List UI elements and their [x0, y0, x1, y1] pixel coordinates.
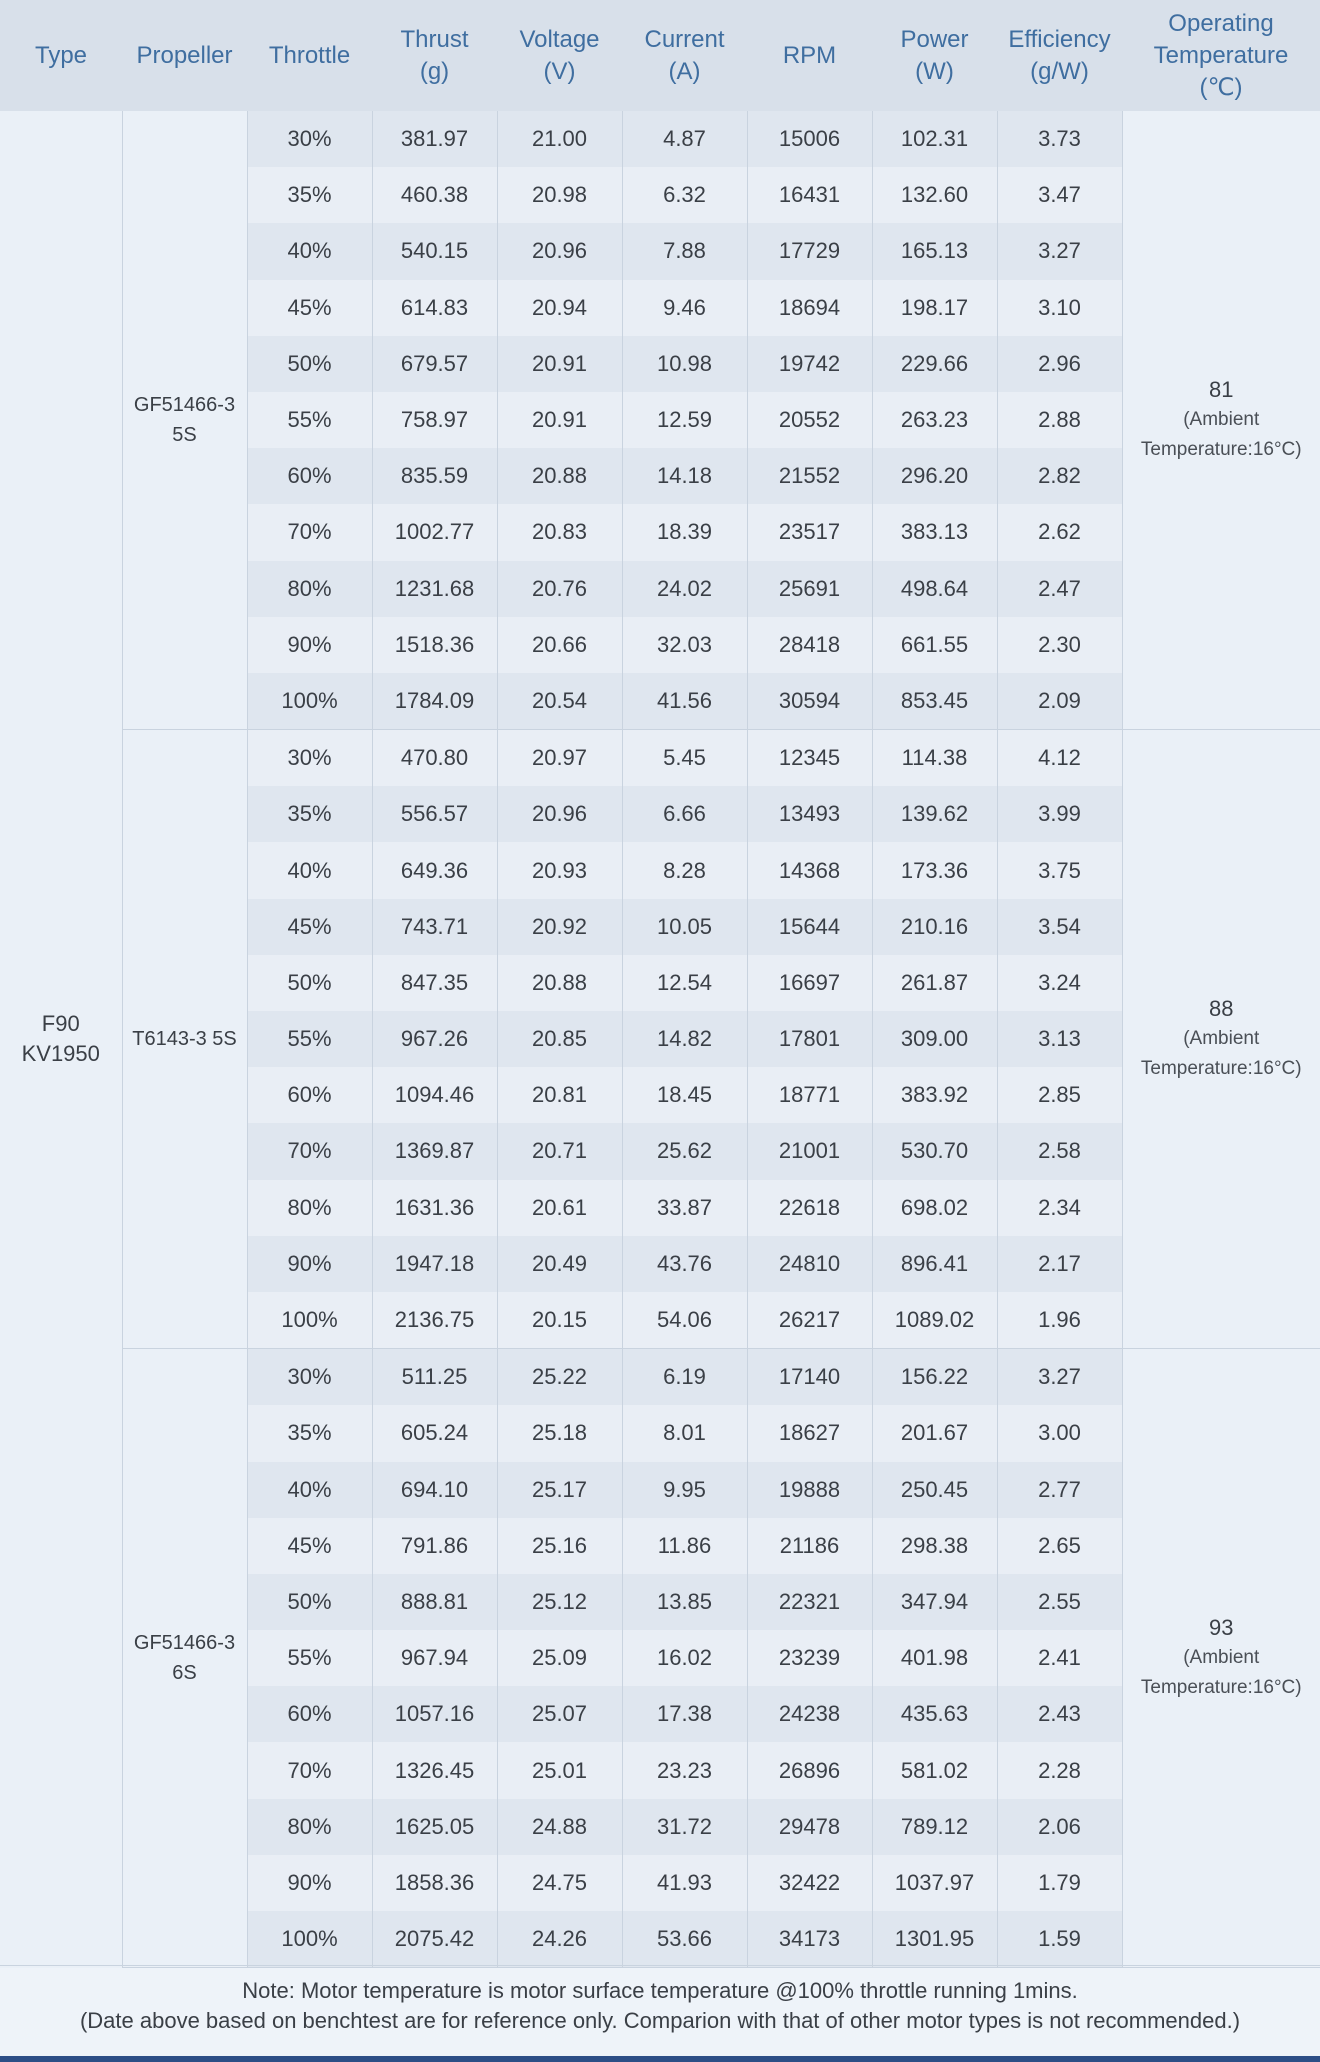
current-cell: 16.02: [622, 1630, 747, 1686]
thrust-cell: 847.35: [372, 955, 497, 1011]
power-cell: 210.16: [872, 899, 997, 955]
voltage-cell: 25.17: [497, 1462, 622, 1518]
throttle-cell: 70%: [247, 1742, 372, 1798]
current-cell: 53.66: [622, 1911, 747, 1968]
voltage-cell: 20.66: [497, 617, 622, 673]
efficiency-cell: 2.55: [997, 1574, 1122, 1630]
thrust-cell: 1231.68: [372, 561, 497, 617]
header-operating-temperature: Operating Temperature (℃): [1122, 0, 1320, 111]
current-cell: 41.93: [622, 1855, 747, 1911]
throttle-cell: 55%: [247, 392, 372, 448]
table-body: [0, 111, 1320, 1968]
current-cell: 14.18: [622, 448, 747, 504]
voltage-cell: 20.76: [497, 561, 622, 617]
throttle-cell: 40%: [247, 223, 372, 279]
rpm-cell: 24810: [747, 1236, 872, 1292]
throttle-cell: 55%: [247, 1011, 372, 1067]
voltage-cell: 24.75: [497, 1855, 622, 1911]
power-cell: 1089.02: [872, 1292, 997, 1349]
throttle-cell: 40%: [247, 842, 372, 898]
thrust-cell: 888.81: [372, 1574, 497, 1630]
throttle-cell: 50%: [247, 1574, 372, 1630]
current-cell: 31.72: [622, 1799, 747, 1855]
voltage-cell: 21.00: [497, 111, 622, 167]
thrust-cell: 1947.18: [372, 1236, 497, 1292]
efficiency-cell: 1.79: [997, 1855, 1122, 1911]
thrust-cell: 2136.75: [372, 1292, 497, 1349]
thrust-cell: 1057.16: [372, 1686, 497, 1742]
throttle-cell: 60%: [247, 448, 372, 504]
voltage-cell: 20.83: [497, 504, 622, 560]
thrust-cell: 540.15: [372, 223, 497, 279]
power-cell: 896.41: [872, 1236, 997, 1292]
efficiency-cell: 3.73: [997, 111, 1122, 167]
power-cell: 1301.95: [872, 1911, 997, 1968]
voltage-cell: 20.93: [497, 842, 622, 898]
efficiency-cell: 3.13: [997, 1011, 1122, 1067]
thrust-cell: 1631.36: [372, 1180, 497, 1236]
thrust-cell: 2075.42: [372, 1911, 497, 1968]
power-cell: 530.70: [872, 1123, 997, 1179]
power-cell: 165.13: [872, 223, 997, 279]
operating-temperature-cell: [1122, 111, 1320, 730]
thrust-cell: 614.83: [372, 280, 497, 336]
rpm-cell: 22618: [747, 1180, 872, 1236]
efficiency-cell: 3.54: [997, 899, 1122, 955]
rpm-cell: 13493: [747, 786, 872, 842]
throttle-cell: 30%: [247, 730, 372, 787]
power-cell: 698.02: [872, 1180, 997, 1236]
current-cell: 24.02: [622, 561, 747, 617]
power-cell: 250.45: [872, 1462, 997, 1518]
efficiency-cell: 2.47: [997, 561, 1122, 617]
voltage-cell: 25.22: [497, 1349, 622, 1406]
throttle-cell: 70%: [247, 1123, 372, 1179]
power-cell: 198.17: [872, 280, 997, 336]
efficiency-cell: 2.65: [997, 1518, 1122, 1574]
current-cell: 4.87: [622, 111, 747, 167]
efficiency-cell: 2.96: [997, 336, 1122, 392]
rpm-cell: 18627: [747, 1405, 872, 1461]
voltage-cell: 20.96: [497, 223, 622, 279]
throttle-cell: 35%: [247, 167, 372, 223]
voltage-cell: 20.49: [497, 1236, 622, 1292]
efficiency-cell: 3.00: [997, 1405, 1122, 1461]
current-cell: 6.66: [622, 786, 747, 842]
thrust-cell: 791.86: [372, 1518, 497, 1574]
efficiency-cell: 2.85: [997, 1067, 1122, 1123]
power-cell: 132.60: [872, 167, 997, 223]
header-type: Type: [0, 0, 122, 111]
efficiency-cell: 2.62: [997, 504, 1122, 560]
power-cell: 173.36: [872, 842, 997, 898]
current-cell: 6.32: [622, 167, 747, 223]
header-rpm: RPM: [747, 0, 872, 111]
ambient-temperature-note: (Ambient Temperature:16°C): [1140, 1647, 1302, 1699]
voltage-cell: 25.01: [497, 1742, 622, 1798]
efficiency-cell: 3.75: [997, 842, 1122, 898]
efficiency-cell: 3.27: [997, 1349, 1122, 1406]
efficiency-cell: 4.12: [997, 730, 1122, 787]
rpm-cell: 17801: [747, 1011, 872, 1067]
bottom-accent-bar: [0, 2056, 1320, 2062]
rpm-cell: 29478: [747, 1799, 872, 1855]
note-line-1: Note: Motor temperature is motor surface temperature @100% throttle running 1mins.: [242, 1978, 1078, 2003]
throttle-cell: 55%: [247, 1630, 372, 1686]
thrust-cell: 1326.45: [372, 1742, 497, 1798]
table-row: [0, 1349, 1320, 1406]
power-cell: 581.02: [872, 1742, 997, 1798]
rpm-cell: 21001: [747, 1123, 872, 1179]
voltage-cell: 20.91: [497, 392, 622, 448]
throttle-cell: 100%: [247, 1292, 372, 1349]
thrust-cell: 470.80: [372, 730, 497, 787]
note-line-2: (Date above based on benchtest are for reference only. Comparion with that of other motor types is not recommended.): [79, 2008, 1241, 2033]
power-cell: 435.63: [872, 1686, 997, 1742]
thrust-cell: 679.57: [372, 336, 497, 392]
current-cell: 6.19: [622, 1349, 747, 1406]
rpm-cell: 28418: [747, 617, 872, 673]
voltage-cell: 20.94: [497, 280, 622, 336]
throttle-cell: 30%: [247, 1349, 372, 1406]
rpm-cell: 24238: [747, 1686, 872, 1742]
current-cell: 5.45: [622, 730, 747, 787]
ambient-temperature-note: (Ambient Temperature:16°C): [1140, 409, 1302, 461]
throttle-cell: 40%: [247, 1462, 372, 1518]
rpm-cell: 15006: [747, 111, 872, 167]
current-cell: 11.86: [622, 1518, 747, 1574]
thrust-cell: 743.71: [372, 899, 497, 955]
throttle-cell: 35%: [247, 1405, 372, 1461]
rpm-cell: 17140: [747, 1349, 872, 1406]
ambient-temperature-note: (Ambient Temperature:16°C): [1140, 1028, 1302, 1080]
thrust-cell: 649.36: [372, 842, 497, 898]
current-cell: 8.01: [622, 1405, 747, 1461]
efficiency-cell: 2.09: [997, 673, 1122, 730]
rpm-cell: 23517: [747, 504, 872, 560]
thrust-cell: 835.59: [372, 448, 497, 504]
table-row: [0, 730, 1320, 787]
efficiency-cell: 2.82: [997, 448, 1122, 504]
voltage-cell: 25.12: [497, 1574, 622, 1630]
power-cell: 229.66: [872, 336, 997, 392]
thrust-cell: 460.38: [372, 167, 497, 223]
thrust-cell: 1625.05: [372, 1799, 497, 1855]
current-cell: 9.95: [622, 1462, 747, 1518]
current-cell: 12.59: [622, 392, 747, 448]
throttle-cell: 45%: [247, 899, 372, 955]
rpm-cell: 16431: [747, 167, 872, 223]
operating-temperature-value: 88: [1209, 996, 1234, 1022]
voltage-cell: 20.71: [497, 1123, 622, 1179]
power-cell: 789.12: [872, 1799, 997, 1855]
current-cell: 17.38: [622, 1686, 747, 1742]
thrust-cell: 1002.77: [372, 504, 497, 560]
footnote: [0, 1965, 1320, 2036]
thrust-cell: 967.26: [372, 1011, 497, 1067]
rpm-cell: 18771: [747, 1067, 872, 1123]
rpm-cell: 30594: [747, 673, 872, 730]
rpm-cell: 32422: [747, 1855, 872, 1911]
thrust-cell: 1858.36: [372, 1855, 497, 1911]
current-cell: 23.23: [622, 1742, 747, 1798]
voltage-cell: 20.85: [497, 1011, 622, 1067]
rpm-cell: 21552: [747, 448, 872, 504]
header-current: Current (A): [622, 0, 747, 111]
header-throttle: Throttle: [247, 0, 372, 111]
header-efficiency: Efficiency (g/W): [997, 0, 1122, 111]
throttle-cell: 45%: [247, 1518, 372, 1574]
rpm-cell: 22321: [747, 1574, 872, 1630]
throttle-cell: 70%: [247, 504, 372, 560]
propeller-cell: GF51466-3 6S: [122, 1349, 247, 1968]
power-cell: 114.38: [872, 730, 997, 787]
current-cell: 13.85: [622, 1574, 747, 1630]
current-cell: 41.56: [622, 673, 747, 730]
table-row: [0, 111, 1320, 167]
rpm-cell: 25691: [747, 561, 872, 617]
rpm-cell: 23239: [747, 1630, 872, 1686]
current-cell: 54.06: [622, 1292, 747, 1349]
throttle-cell: 80%: [247, 561, 372, 617]
rpm-cell: 16697: [747, 955, 872, 1011]
throttle-cell: 60%: [247, 1686, 372, 1742]
current-cell: 18.45: [622, 1067, 747, 1123]
voltage-cell: 20.98: [497, 167, 622, 223]
motor-type-cell: F90 KV1950: [0, 111, 122, 1968]
throttle-cell: 50%: [247, 336, 372, 392]
rpm-cell: 19742: [747, 336, 872, 392]
power-cell: 383.92: [872, 1067, 997, 1123]
current-cell: 10.05: [622, 899, 747, 955]
table-header: [0, 0, 1320, 111]
voltage-cell: 20.88: [497, 955, 622, 1011]
efficiency-cell: 1.96: [997, 1292, 1122, 1349]
thrust-cell: 511.25: [372, 1349, 497, 1406]
efficiency-cell: 3.99: [997, 786, 1122, 842]
efficiency-cell: 2.17: [997, 1236, 1122, 1292]
power-cell: 201.67: [872, 1405, 997, 1461]
thrust-cell: 1518.36: [372, 617, 497, 673]
thrust-cell: 1369.87: [372, 1123, 497, 1179]
throttle-cell: 90%: [247, 1855, 372, 1911]
power-cell: 298.38: [872, 1518, 997, 1574]
voltage-cell: 24.26: [497, 1911, 622, 1968]
current-cell: 32.03: [622, 617, 747, 673]
rpm-cell: 12345: [747, 730, 872, 787]
power-cell: 102.31: [872, 111, 997, 167]
rpm-cell: 15644: [747, 899, 872, 955]
throttle-cell: 90%: [247, 1236, 372, 1292]
efficiency-cell: 2.34: [997, 1180, 1122, 1236]
voltage-cell: 20.96: [497, 786, 622, 842]
current-cell: 14.82: [622, 1011, 747, 1067]
efficiency-cell: 2.88: [997, 392, 1122, 448]
voltage-cell: 24.88: [497, 1799, 622, 1855]
throttle-cell: 50%: [247, 955, 372, 1011]
thrust-cell: 1784.09: [372, 673, 497, 730]
efficiency-cell: 2.06: [997, 1799, 1122, 1855]
throttle-cell: 80%: [247, 1180, 372, 1236]
current-cell: 33.87: [622, 1180, 747, 1236]
throttle-cell: 60%: [247, 1067, 372, 1123]
efficiency-cell: 2.77: [997, 1462, 1122, 1518]
rpm-cell: 17729: [747, 223, 872, 279]
operating-temperature-value: 93: [1209, 1615, 1234, 1641]
power-cell: 661.55: [872, 617, 997, 673]
efficiency-cell: 3.24: [997, 955, 1122, 1011]
voltage-cell: 20.15: [497, 1292, 622, 1349]
rpm-cell: 26896: [747, 1742, 872, 1798]
efficiency-cell: 2.28: [997, 1742, 1122, 1798]
power-cell: 156.22: [872, 1349, 997, 1406]
operating-temperature-cell: [1122, 730, 1320, 1349]
power-cell: 261.87: [872, 955, 997, 1011]
header-row: [0, 0, 1320, 111]
thrust-cell: 1094.46: [372, 1067, 497, 1123]
header-power: Power (W): [872, 0, 997, 111]
current-cell: 25.62: [622, 1123, 747, 1179]
voltage-cell: 25.16: [497, 1518, 622, 1574]
power-cell: 853.45: [872, 673, 997, 730]
efficiency-cell: 2.43: [997, 1686, 1122, 1742]
thrust-cell: 605.24: [372, 1405, 497, 1461]
voltage-cell: 20.61: [497, 1180, 622, 1236]
current-cell: 8.28: [622, 842, 747, 898]
operating-temperature-value: 81: [1209, 377, 1234, 403]
power-cell: 498.64: [872, 561, 997, 617]
throttle-cell: 30%: [247, 111, 372, 167]
efficiency-cell: 3.10: [997, 280, 1122, 336]
throttle-cell: 90%: [247, 617, 372, 673]
current-cell: 7.88: [622, 223, 747, 279]
current-cell: 10.98: [622, 336, 747, 392]
throttle-cell: 80%: [247, 1799, 372, 1855]
thrust-cell: 694.10: [372, 1462, 497, 1518]
rpm-cell: 20552: [747, 392, 872, 448]
power-cell: 296.20: [872, 448, 997, 504]
voltage-cell: 25.18: [497, 1405, 622, 1461]
rpm-cell: 34173: [747, 1911, 872, 1968]
efficiency-cell: 2.30: [997, 617, 1122, 673]
power-cell: 139.62: [872, 786, 997, 842]
voltage-cell: 25.07: [497, 1686, 622, 1742]
header-propeller: Propeller: [122, 0, 247, 111]
rpm-cell: 26217: [747, 1292, 872, 1349]
efficiency-cell: 2.41: [997, 1630, 1122, 1686]
propeller-cell: T6143-3 5S: [122, 730, 247, 1349]
power-cell: 263.23: [872, 392, 997, 448]
power-cell: 401.98: [872, 1630, 997, 1686]
header-thrust: Thrust (g): [372, 0, 497, 111]
current-cell: 12.54: [622, 955, 747, 1011]
power-cell: 1037.97: [872, 1855, 997, 1911]
thrust-cell: 967.94: [372, 1630, 497, 1686]
efficiency-cell: 3.47: [997, 167, 1122, 223]
power-cell: 309.00: [872, 1011, 997, 1067]
thrust-cell: 758.97: [372, 392, 497, 448]
voltage-cell: 25.09: [497, 1630, 622, 1686]
voltage-cell: 20.97: [497, 730, 622, 787]
throttle-cell: 100%: [247, 673, 372, 730]
voltage-cell: 20.81: [497, 1067, 622, 1123]
throttle-cell: 35%: [247, 786, 372, 842]
operating-temperature-cell: [1122, 1349, 1320, 1968]
current-cell: 18.39: [622, 504, 747, 560]
rpm-cell: 18694: [747, 280, 872, 336]
power-cell: 347.94: [872, 1574, 997, 1630]
rpm-cell: 21186: [747, 1518, 872, 1574]
throttle-cell: 45%: [247, 280, 372, 336]
voltage-cell: 20.88: [497, 448, 622, 504]
voltage-cell: 20.91: [497, 336, 622, 392]
efficiency-cell: 1.59: [997, 1911, 1122, 1968]
throttle-cell: 100%: [247, 1911, 372, 1968]
propeller-cell: GF51466-3 5S: [122, 111, 247, 730]
thrust-cell: 381.97: [372, 111, 497, 167]
rpm-cell: 19888: [747, 1462, 872, 1518]
voltage-cell: 20.92: [497, 899, 622, 955]
efficiency-cell: 3.27: [997, 223, 1122, 279]
efficiency-cell: 2.58: [997, 1123, 1122, 1179]
current-cell: 43.76: [622, 1236, 747, 1292]
voltage-cell: 20.54: [497, 673, 622, 730]
rpm-cell: 14368: [747, 842, 872, 898]
thrust-cell: 556.57: [372, 786, 497, 842]
header-voltage: Voltage (V): [497, 0, 622, 111]
power-cell: 383.13: [872, 504, 997, 560]
current-cell: 9.46: [622, 280, 747, 336]
